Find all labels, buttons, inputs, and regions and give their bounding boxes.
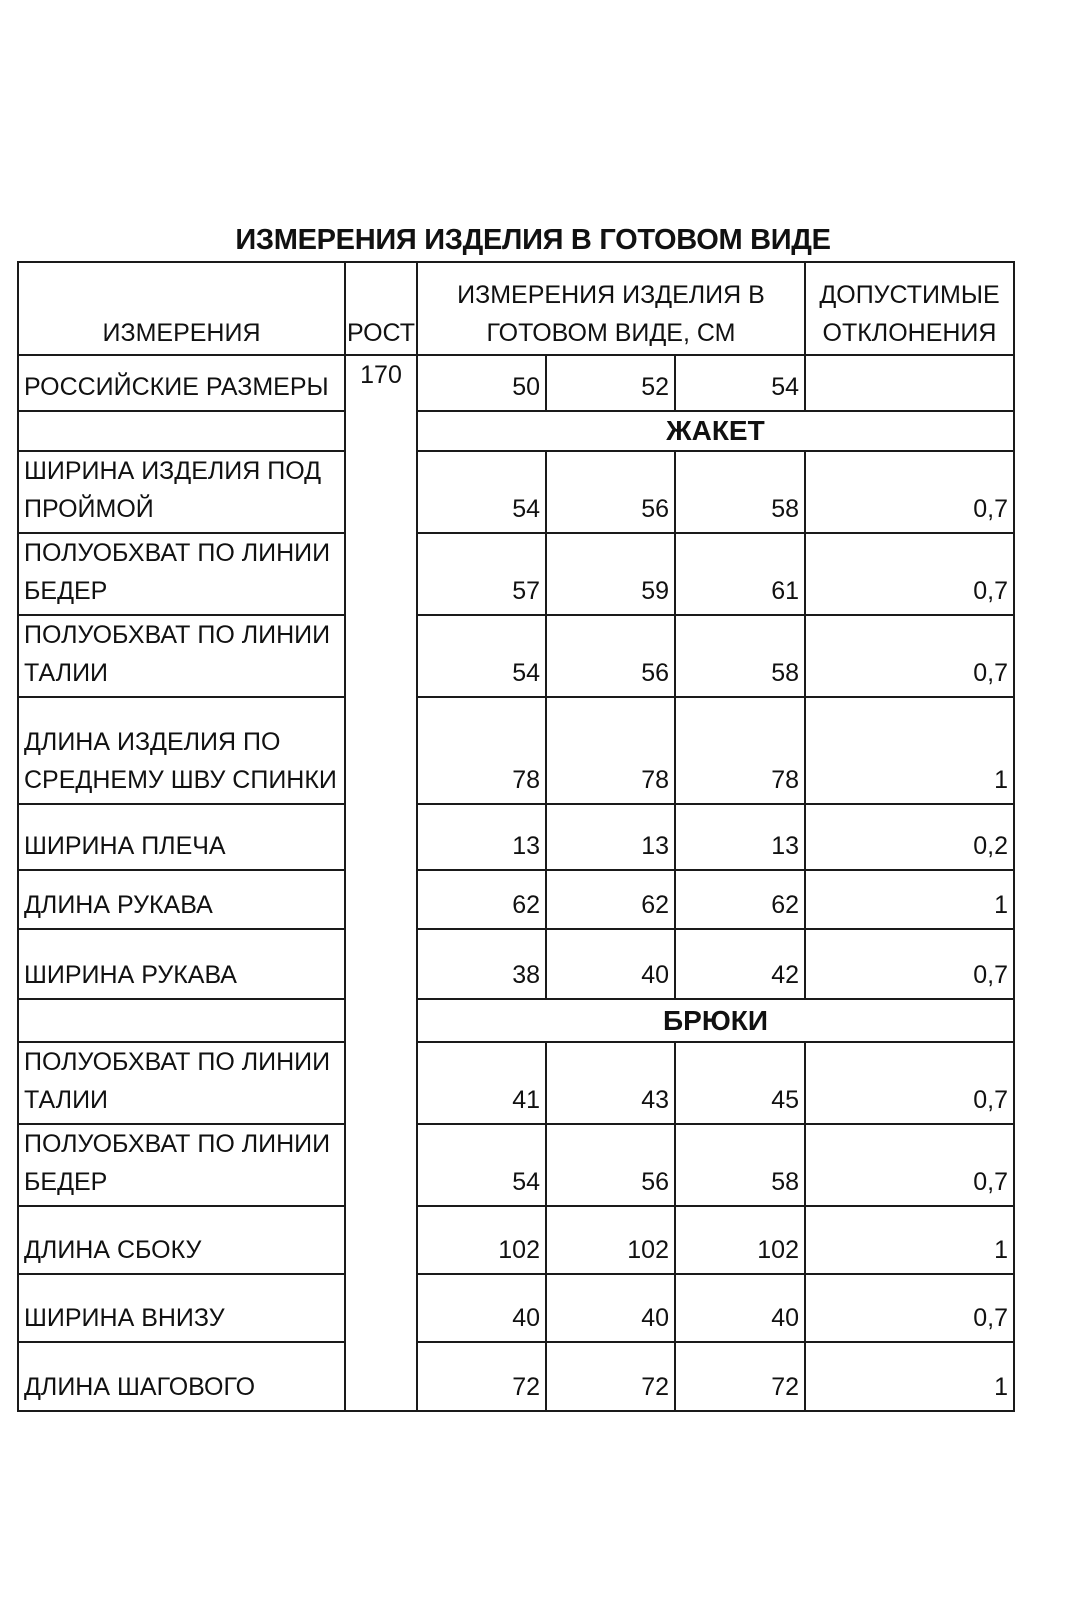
- row-tolerance: 0,7: [805, 533, 1014, 615]
- row-label: ПОЛУОБХВАТ ПО ЛИНИИ ТАЛИИ: [18, 1042, 345, 1124]
- row-value: 62: [546, 870, 675, 929]
- row-label: ДЛИНА СБОКУ: [18, 1206, 345, 1274]
- header-tolerance-line1: ДОПУСТИМЫЕ: [819, 281, 1000, 309]
- table-row: [18, 697, 1014, 804]
- row-value: 45: [675, 1042, 805, 1124]
- row-value: 62: [675, 870, 805, 929]
- row-value: 13: [675, 804, 805, 870]
- table-row: [18, 451, 1014, 533]
- table-row: [18, 870, 1014, 929]
- row-tolerance: 0,7: [805, 929, 1014, 999]
- row-value: 56: [546, 451, 675, 533]
- table-row: [18, 1274, 1014, 1342]
- section-row-trousers: [18, 999, 1014, 1042]
- row-tolerance: 1: [805, 697, 1014, 804]
- header-measurement: ИЗМЕРЕНИЯ: [18, 262, 345, 355]
- row-label: ШИРИНА ПЛЕЧА: [18, 804, 345, 870]
- table-row: [18, 1042, 1014, 1124]
- row-tolerance: 0,7: [805, 1124, 1014, 1206]
- sizes-row-tolerance: [805, 355, 1014, 411]
- row-label: ДЛИНА ИЗДЕЛИЯ ПО СРЕДНЕМУ ШВУ СПИНКИ: [18, 697, 345, 804]
- section-row-jacket: [18, 411, 1014, 451]
- row-value: 62: [417, 870, 546, 929]
- row-tolerance: 1: [805, 870, 1014, 929]
- table-row: [18, 615, 1014, 697]
- row-value: 38: [417, 929, 546, 999]
- row-value: 58: [675, 615, 805, 697]
- size-50: 50: [417, 355, 546, 411]
- row-value: 57: [417, 533, 546, 615]
- row-value: 40: [546, 1274, 675, 1342]
- row-label: ДЛИНА РУКАВА: [18, 870, 345, 929]
- header-sizes-line1: ИЗМЕРЕНИЯ ИЗДЕЛИЯ В: [457, 281, 765, 309]
- row-value: 56: [546, 1124, 675, 1206]
- table-row: [18, 533, 1014, 615]
- row-value: 72: [546, 1342, 675, 1411]
- row-value: 58: [675, 1124, 805, 1206]
- header-height: РОСТ: [345, 262, 417, 355]
- row-value: 102: [417, 1206, 546, 1274]
- row-value: 56: [546, 615, 675, 697]
- row-value: 40: [546, 929, 675, 999]
- row-value: 102: [675, 1206, 805, 1274]
- row-value: 78: [417, 697, 546, 804]
- header-sizes: [417, 262, 805, 355]
- row-value: 59: [546, 533, 675, 615]
- section-title-jacket: ЖАКЕТ: [417, 411, 1014, 451]
- row-tolerance: 0,7: [805, 1274, 1014, 1342]
- row-label: ДЛИНА ШАГОВОГО: [18, 1342, 345, 1411]
- row-label: ШИРИНА РУКАВА: [18, 929, 345, 999]
- row-value: 42: [675, 929, 805, 999]
- table-row: [18, 1206, 1014, 1274]
- row-value: 13: [417, 804, 546, 870]
- row-label: ПОЛУОБХВАТ ПО ЛИНИИ БЕДЕР: [18, 1124, 345, 1206]
- row-tolerance: 1: [805, 1206, 1014, 1274]
- size-54: 54: [675, 355, 805, 411]
- row-value: 43: [546, 1042, 675, 1124]
- row-tolerance: 0,2: [805, 804, 1014, 870]
- row-tolerance: 0,7: [805, 451, 1014, 533]
- section-title-trousers: БРЮКИ: [417, 999, 1014, 1042]
- row-value: 13: [546, 804, 675, 870]
- row-tolerance: 1: [805, 1342, 1014, 1411]
- row-value: 72: [675, 1342, 805, 1411]
- table-row: [18, 1342, 1014, 1411]
- row-tolerance: 0,7: [805, 615, 1014, 697]
- page-title: ИЗМЕРЕНИЯ ИЗДЕЛИЯ В ГОТОВОМ ВИДЕ: [235, 224, 831, 256]
- row-label: ШИРИНА ИЗДЕЛИЯ ПОД ПРОЙМОЙ: [18, 451, 345, 533]
- table-row: [18, 929, 1014, 999]
- measurements-table: [17, 261, 1015, 1412]
- row-value: 78: [546, 697, 675, 804]
- row-label: ПОЛУОБХВАТ ПО ЛИНИИ ТАЛИИ: [18, 615, 345, 697]
- table-row: [18, 804, 1014, 870]
- sizes-row: [18, 355, 1014, 411]
- row-value: 54: [417, 1124, 546, 1206]
- row-value: 72: [417, 1342, 546, 1411]
- header-tolerance: [805, 262, 1014, 355]
- row-value: 78: [675, 697, 805, 804]
- row-label: ПОЛУОБХВАТ ПО ЛИНИИ БЕДЕР: [18, 533, 345, 615]
- row-label: ШИРИНА ВНИЗУ: [18, 1274, 345, 1342]
- section-spacer: [18, 999, 345, 1042]
- row-tolerance: 0,7: [805, 1042, 1014, 1124]
- size-52: 52: [546, 355, 675, 411]
- table-header-row: [18, 262, 1014, 355]
- header-sizes-line2: ГОТОВОМ ВИДЕ, СМ: [486, 319, 736, 347]
- row-value: 41: [417, 1042, 546, 1124]
- sizes-row-label: РОССИЙСКИЕ РАЗМЕРЫ: [18, 355, 345, 411]
- row-value: 40: [417, 1274, 546, 1342]
- row-value: 54: [417, 451, 546, 533]
- row-value: 58: [675, 451, 805, 533]
- row-value: 61: [675, 533, 805, 615]
- row-value: 102: [546, 1206, 675, 1274]
- table-row: [18, 1124, 1014, 1206]
- height-value: 170: [345, 355, 417, 1411]
- section-spacer: [18, 411, 345, 451]
- row-value: 40: [675, 1274, 805, 1342]
- header-tolerance-line2: ОТКЛОНЕНИЯ: [822, 319, 997, 347]
- row-value: 54: [417, 615, 546, 697]
